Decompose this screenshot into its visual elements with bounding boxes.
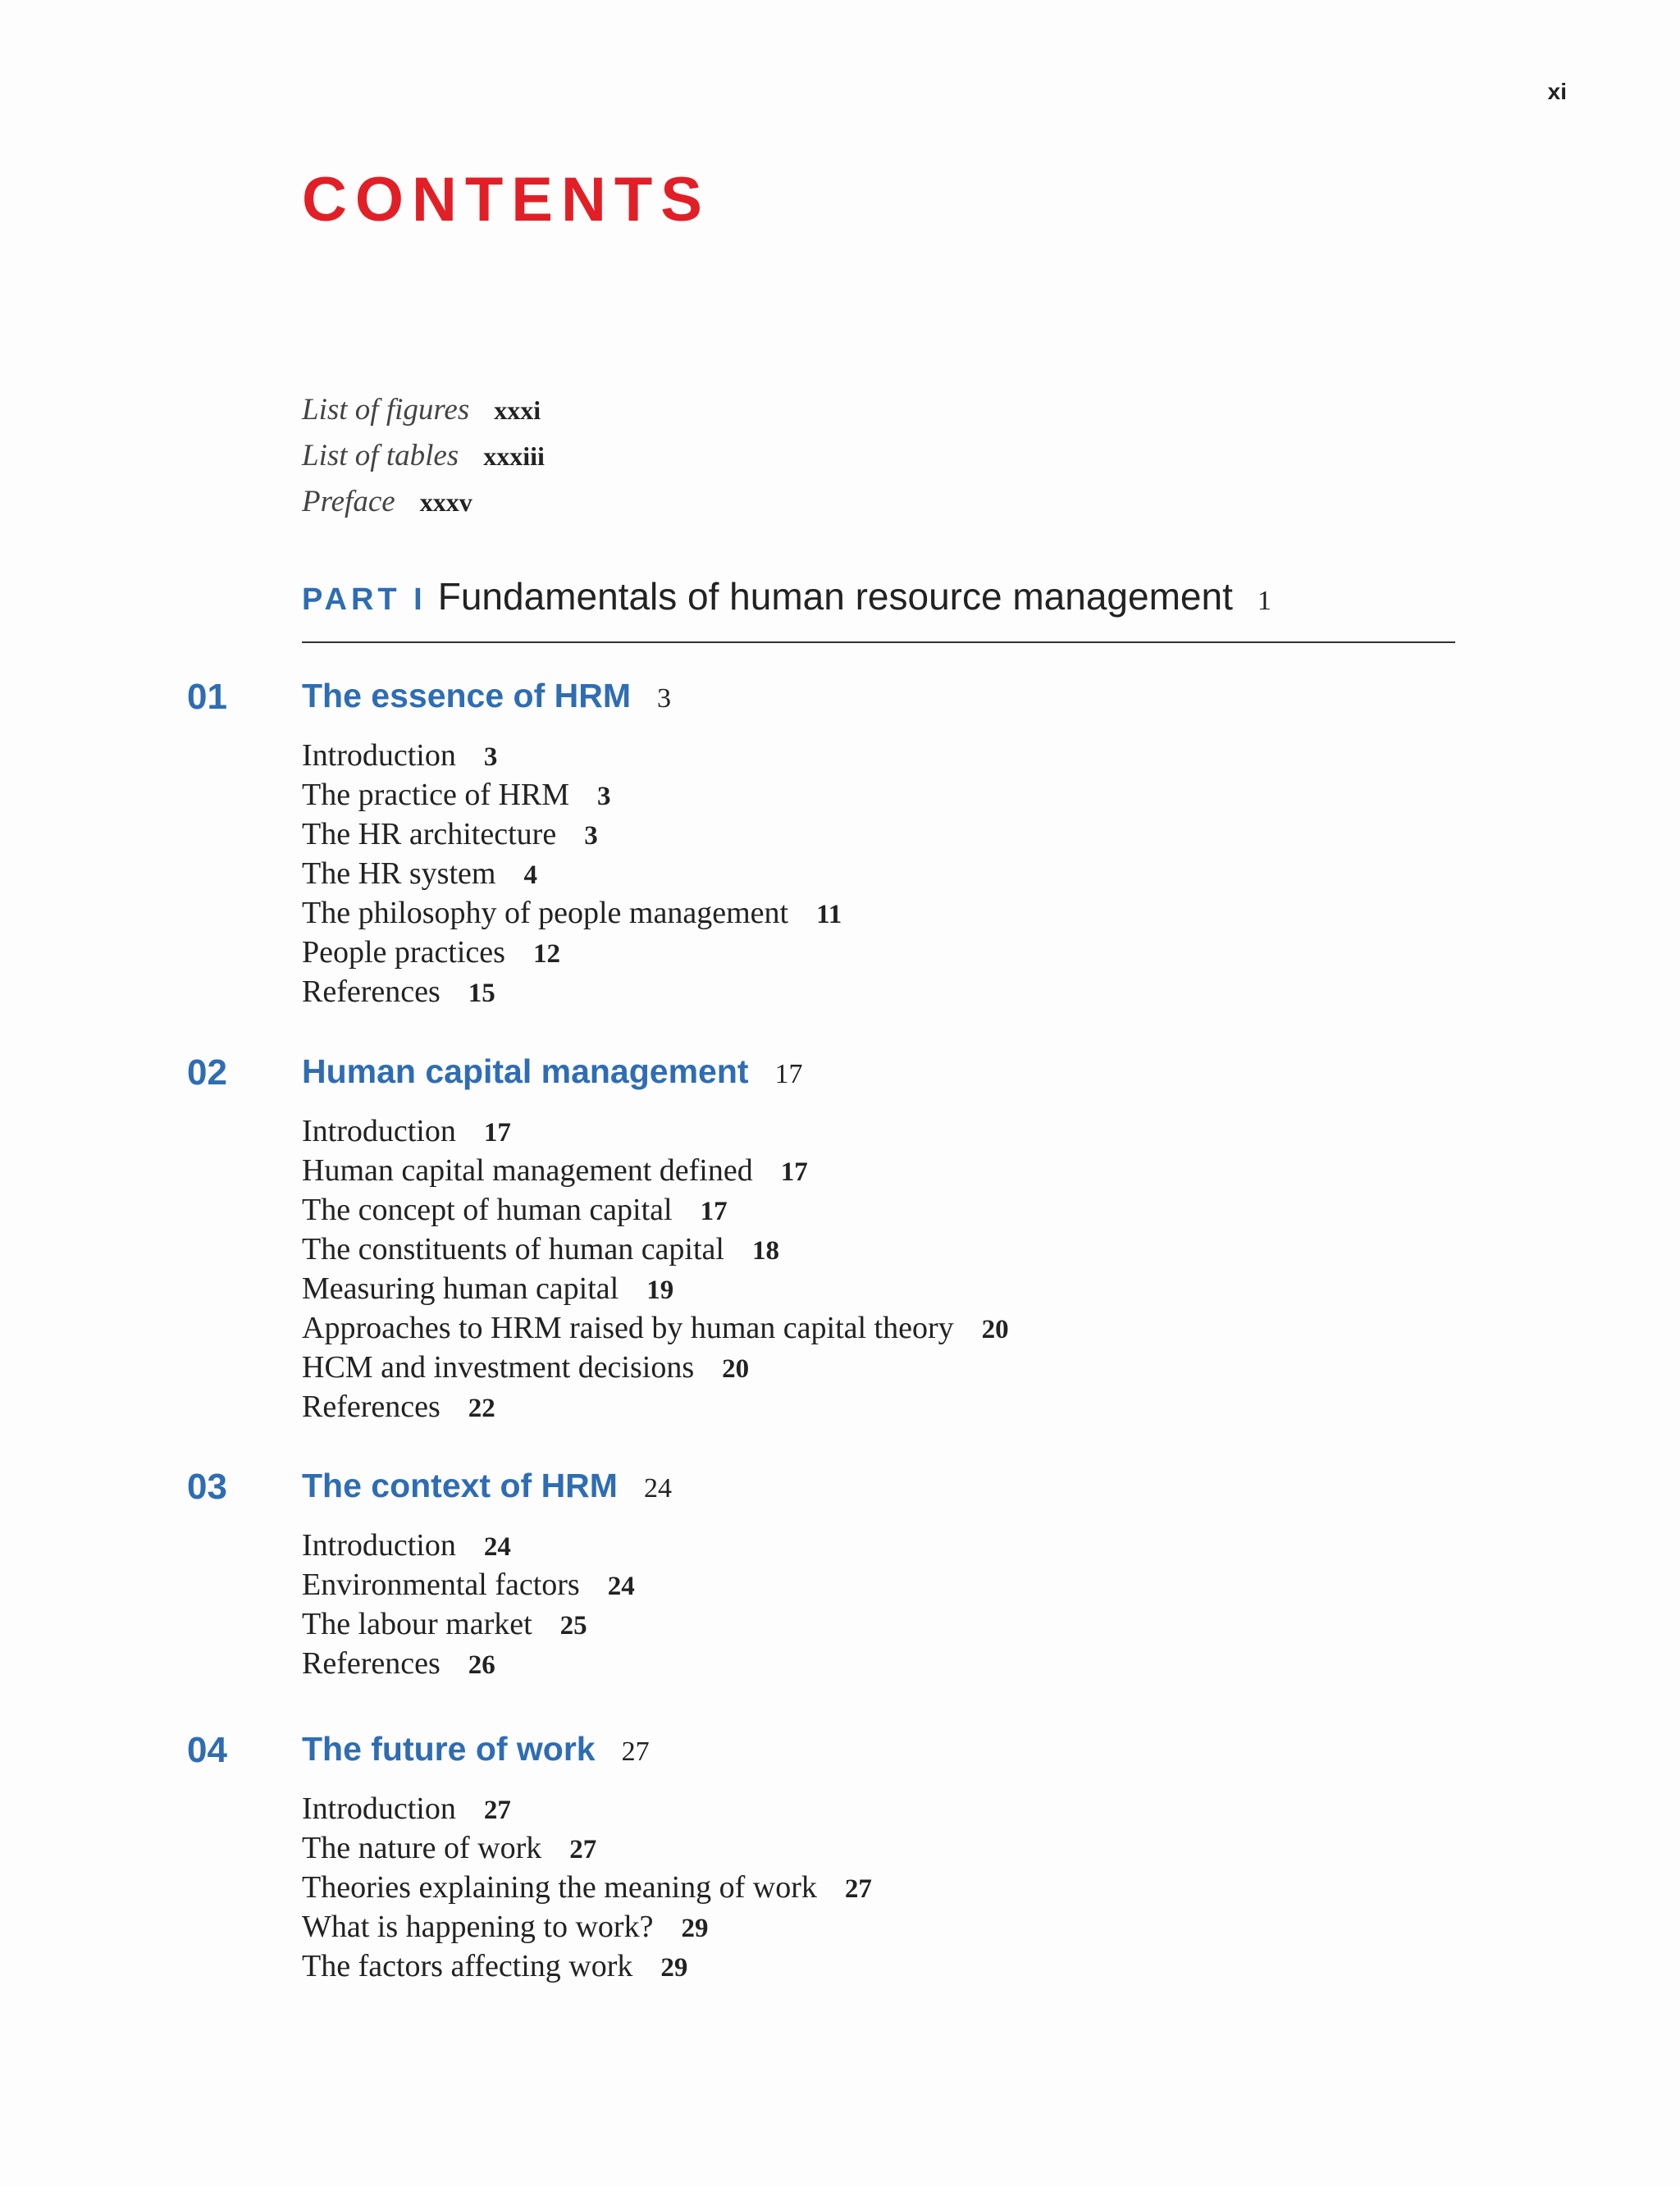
chapter-number: 03 (187, 1467, 227, 1507)
frontmatter-title: List of figures (302, 393, 470, 427)
page-number: xi (1547, 79, 1567, 104)
section-item[interactable] (302, 1645, 635, 1684)
section-page: 24 (607, 1572, 635, 1601)
chapter-heading[interactable] (302, 1469, 672, 1503)
section-title: References (302, 1390, 441, 1424)
section-page: 4 (523, 860, 537, 890)
section-item[interactable] (302, 1230, 1009, 1270)
part-label: PART I (302, 582, 427, 617)
section-list (302, 1790, 872, 1987)
section-title: Introduction (302, 1791, 456, 1826)
section-title: References (302, 1646, 441, 1681)
frontmatter-item[interactable] (302, 479, 545, 525)
chapter-number: 01 (187, 677, 227, 717)
frontmatter-list (302, 387, 545, 525)
section-page: 17 (483, 1118, 511, 1148)
section-title: The nature of work (302, 1831, 542, 1865)
chapter-heading[interactable] (302, 1732, 650, 1766)
chapter-title: Human capital management (302, 1052, 749, 1090)
section-page: 26 (468, 1650, 495, 1680)
section-item[interactable] (302, 1112, 1009, 1152)
section-item[interactable] (302, 737, 842, 776)
section-item[interactable] (302, 815, 842, 855)
section-title: Introduction (302, 1528, 456, 1563)
section-title: The philosophy of people management (302, 896, 789, 930)
section-item[interactable] (302, 894, 842, 933)
section-page: 18 (751, 1236, 779, 1266)
frontmatter-title: Preface (302, 485, 395, 518)
section-page: 20 (981, 1315, 1009, 1344)
section-list (302, 737, 842, 1012)
section-page: 27 (569, 1835, 597, 1864)
frontmatter-item[interactable] (302, 433, 545, 479)
chapter-page: 17 (774, 1059, 803, 1089)
section-title: The concept of human capital (302, 1193, 673, 1227)
section-title: People practices (302, 935, 505, 970)
section-item[interactable] (302, 1309, 1009, 1349)
section-title: Approaches to HRM raised by human capital theory (302, 1311, 954, 1345)
section-page: 17 (780, 1157, 808, 1187)
section-item[interactable] (302, 933, 842, 973)
section-page: 24 (483, 1532, 511, 1562)
section-item[interactable] (302, 1947, 872, 1987)
part-title: Fundamentals of human resource management (437, 575, 1233, 618)
section-list (302, 1112, 1009, 1427)
section-item[interactable] (302, 1566, 635, 1605)
section-title: The HR system (302, 856, 496, 891)
section-item[interactable] (302, 1908, 872, 1947)
chapter-page: 24 (643, 1473, 672, 1504)
section-item[interactable] (302, 1527, 635, 1566)
section-page: 12 (532, 939, 560, 969)
chapter-title: The essence of HRM (302, 677, 631, 714)
section-title: The practice of HRM (302, 778, 570, 812)
section-title: Environmental factors (302, 1568, 580, 1602)
frontmatter-title: List of tables (302, 439, 459, 472)
section-item[interactable] (302, 1829, 872, 1869)
section-title: The labour market (302, 1607, 532, 1641)
section-page: 19 (646, 1276, 674, 1305)
section-list (302, 1527, 635, 1684)
chapter-title: The future of work (302, 1730, 596, 1768)
section-title: References (302, 974, 441, 1009)
frontmatter-item[interactable] (302, 387, 545, 433)
chapter-number: 02 (187, 1052, 227, 1093)
section-page: 3 (597, 782, 611, 811)
section-item[interactable] (302, 1349, 1009, 1388)
section-page: 3 (483, 742, 498, 772)
section-item[interactable] (302, 776, 842, 815)
section-page: 22 (468, 1394, 495, 1423)
section-page: 25 (559, 1611, 587, 1641)
section-page: 20 (722, 1354, 750, 1384)
section-title: Measuring human capital (302, 1271, 619, 1306)
chapter-page: 3 (657, 683, 671, 714)
section-page: 15 (468, 979, 495, 1008)
section-title: Introduction (302, 738, 456, 773)
section-page: 29 (681, 1914, 709, 1943)
section-title: The HR architecture (302, 817, 557, 851)
section-title: Theories explaining the meaning of work (302, 1870, 817, 1905)
section-item[interactable] (302, 1270, 1009, 1309)
section-item[interactable] (302, 855, 842, 894)
section-item[interactable] (302, 1790, 872, 1829)
part-page: 1 (1257, 586, 1271, 616)
section-page: 3 (584, 821, 598, 851)
section-page: 11 (816, 900, 842, 929)
section-item[interactable] (302, 973, 842, 1012)
chapter-number: 04 (187, 1730, 227, 1770)
section-page: 17 (700, 1197, 728, 1226)
section-title: HCM and investment decisions (302, 1350, 695, 1385)
section-item[interactable] (302, 1869, 872, 1908)
page-title: CONTENTS (302, 165, 710, 235)
frontmatter-page: xxxv (419, 487, 472, 517)
section-item[interactable] (302, 1388, 1009, 1427)
section-title: Introduction (302, 1114, 456, 1148)
section-page: 27 (483, 1796, 511, 1825)
section-page: 27 (844, 1874, 872, 1904)
chapter-heading[interactable] (302, 679, 671, 713)
chapter-heading[interactable] (302, 1052, 803, 1090)
section-item[interactable] (302, 1605, 635, 1645)
section-title: Human capital management defined (302, 1153, 753, 1188)
section-item[interactable] (302, 1152, 1009, 1191)
section-item[interactable] (302, 1191, 1009, 1230)
frontmatter-page: xxxi (494, 395, 541, 425)
chapter-page: 27 (621, 1736, 650, 1767)
section-title: The factors affecting work (302, 1949, 633, 1983)
frontmatter-page: xxxiii (483, 441, 545, 471)
part-heading[interactable] (302, 574, 1455, 643)
chapter-title: The context of HRM (302, 1467, 618, 1504)
section-page: 29 (660, 1953, 688, 1983)
section-title: The constituents of human capital (302, 1232, 724, 1266)
section-title: What is happening to work? (302, 1910, 654, 1944)
